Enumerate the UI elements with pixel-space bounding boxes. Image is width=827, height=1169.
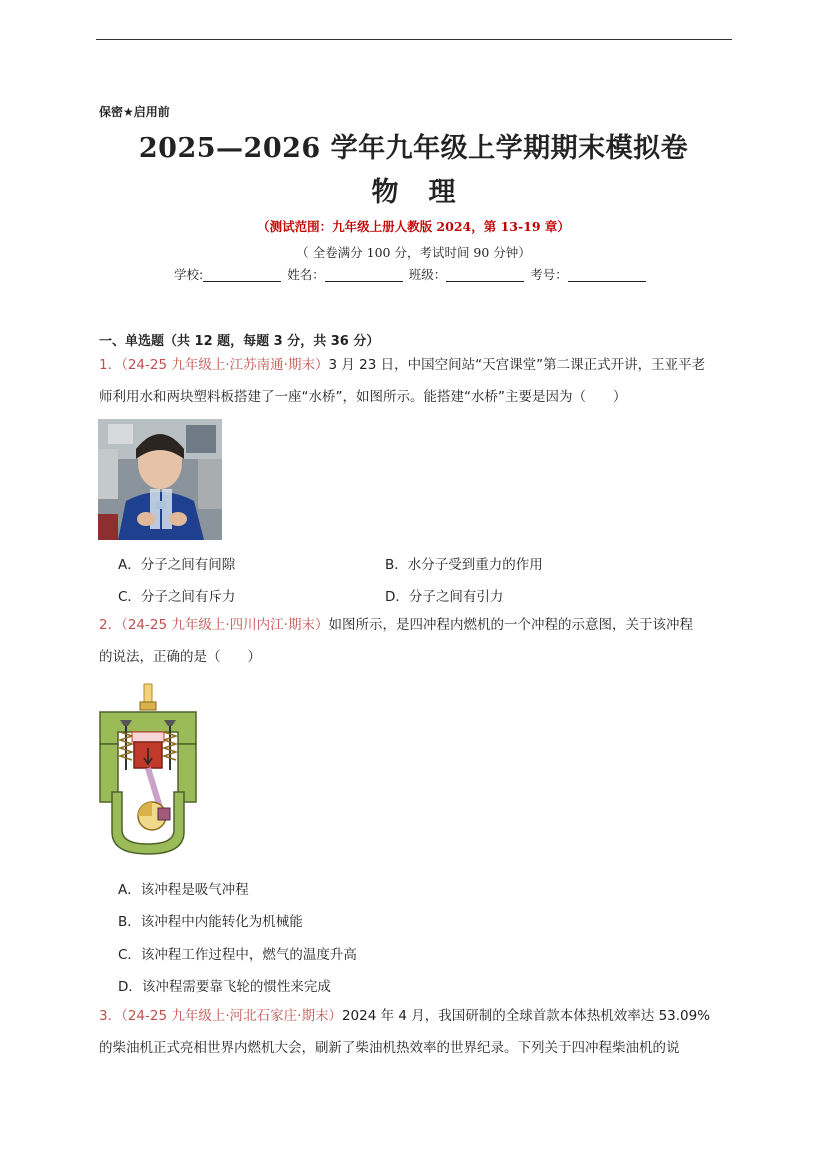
question-number: 2． [99, 617, 122, 633]
exam-title: 2025—2026 学年九年级上学期期末模拟卷 [138, 133, 689, 164]
question-source: （24-25 九年级上·河北石家庄·期末） [121, 1008, 342, 1024]
question-1-line-2: 师利用水和两块塑料板搭建了一座“水桥”，如图所示。能搭建“水桥”主要是因为（ ） [99, 389, 627, 405]
question-source: （24-25 九年级上·江苏南通·期末） [121, 357, 329, 373]
question-3-line-1 [99, 1009, 710, 1023]
question-source: （24-25 九年级上·四川内江·期末） [121, 617, 329, 633]
question-number: 3． [99, 1008, 122, 1024]
question-3-line-2: 的柴油机正式亮相世界内燃机大会，刷新了柴油机热效率的世界纪录。下列关于四冲程柴油机的说 [99, 1040, 680, 1056]
question-text: 2024 年 4 月，我国研制的全球首款本体热机效率达 53.09% [341, 1008, 711, 1024]
option-c[interactable]: C．该冲程工作过程中，燃气的温度升高 [118, 947, 357, 963]
class-blank[interactable] [446, 268, 524, 282]
question-2-line-2: 的说法，正确的是（ ） [99, 649, 261, 665]
full-marks-note: （ 全卷满分 100 分，考试时间 90 分钟） [296, 245, 531, 260]
question-1-line-1 [99, 358, 705, 372]
option-d[interactable]: D．该冲程需要靠飞轮的惯性来完成 [118, 979, 331, 995]
option-d[interactable]: D．分子之间有引力 [385, 589, 504, 605]
option-a[interactable]: A．该冲程是吸气冲程 [118, 882, 249, 898]
question-2-line-1 [99, 618, 693, 632]
school-label: 学校: [174, 267, 204, 282]
question-number: 1． [99, 357, 122, 373]
engine-diagram [98, 682, 198, 858]
exam-number-blank[interactable] [568, 268, 646, 282]
option-b[interactable]: B．水分子受到重力的作用 [385, 557, 543, 573]
option-b[interactable]: B．该冲程中内能转化为机械能 [118, 914, 303, 930]
name-label: 姓名： [287, 267, 325, 282]
test-scope: （测试范围：九年级上册人教版 2024，第 13-19 章） [257, 219, 570, 234]
student-info-line [174, 265, 648, 283]
class-label: 班级： [408, 267, 447, 282]
confidential-label: 保密★启用前 [99, 105, 170, 119]
section-heading: 一、单选题（共 12 题，每题 3 分，共 36 分） [99, 334, 380, 349]
header-rule [96, 39, 732, 40]
option-a[interactable]: A．分子之间有间隙 [118, 557, 236, 573]
name-blank[interactable] [325, 268, 403, 282]
question-text: 如图所示，是四冲程内燃机的一个冲程的示意图，关于该冲程 [328, 617, 693, 633]
subject-title: 物理 [371, 177, 486, 208]
exam-number-label: 考号： [530, 267, 568, 282]
water-bridge-photo [98, 419, 222, 540]
school-blank[interactable] [203, 268, 281, 282]
option-c[interactable]: C．分子之间有斥力 [118, 589, 236, 605]
question-text: 3 月 23 日，中国空间站“天宫课堂”第二课正式开讲，王亚平老 [328, 357, 706, 373]
